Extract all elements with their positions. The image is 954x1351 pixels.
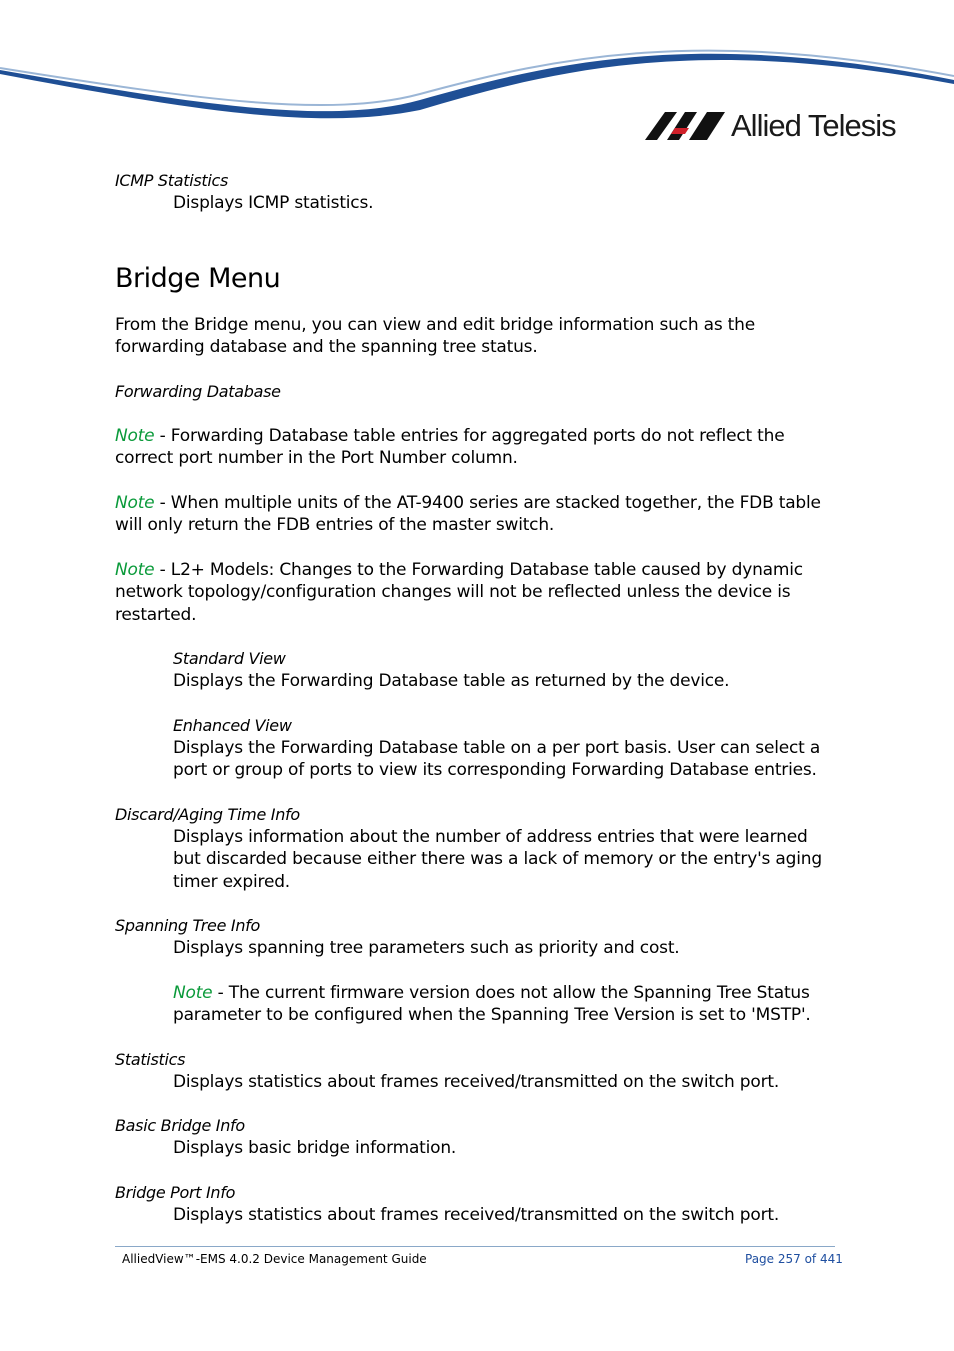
note-text: - Forwarding Database table entries for aggregated ports do not reflect the correct port number in the Port Number column. [115, 425, 785, 468]
note-text: - L2+ Models: Changes to the Forwarding Database table caused by dynamic network topology/configuration changes will not be reflected unless the device is restarted. [115, 559, 803, 625]
document-body [115, 170, 835, 1226]
note-text: - When multiple units of the AT-9400 series are stacked together, the FDB table will only return the FDB entries of the master switch. [115, 492, 821, 535]
term-basic-bridge-info: Basic Bridge Info [115, 1116, 245, 1135]
intro-paragraph: From the Bridge menu, you can view and edit bridge information such as the forwarding database and the spanning tree status. [115, 314, 755, 357]
desc-enhanced-view: Displays the Forwarding Database table on a per port basis. User can select a port or group of ports to view its corresponding Forwarding Database entries. [173, 737, 821, 780]
desc-statistics: Displays statistics about frames received/transmitted on the switch port. [173, 1071, 780, 1092]
footer-page-number: Page 257 of 441 [745, 1252, 843, 1266]
fdb-views [173, 648, 835, 782]
note-label: Note [115, 425, 155, 446]
note-label: Note [173, 982, 213, 1003]
logo-text: Allied Telesis [731, 108, 896, 143]
note-l2-models [115, 559, 835, 627]
desc-icmp-statistics: Displays ICMP statistics. [173, 193, 374, 213]
note-label: Note [115, 492, 155, 513]
desc-bridge-port-info: Displays statistics about frames received/transmitted on the switch port. [173, 1204, 780, 1225]
allied-telesis-logo [645, 108, 905, 148]
footer-guide-title: AlliedView™-EMS 4.0.2 Device Management Guide [122, 1252, 427, 1266]
note-aggregated-ports [115, 425, 835, 470]
term-discard-aging: Discard/Aging Time Info [115, 804, 300, 824]
footer-divider [115, 1246, 835, 1247]
note-mstp [173, 982, 835, 1027]
desc-discard-aging: Displays information about the number of address entries that were learned but discarded because either there was a lack of memory or the entry's aging timer expired. [173, 826, 822, 892]
term-statistics: Statistics [115, 1049, 186, 1069]
term-enhanced-view: Enhanced View [173, 715, 292, 735]
term-spanning-tree: Spanning Tree Info [115, 916, 260, 935]
term-standard-view: Standard View [173, 649, 286, 668]
desc-standard-view: Displays the Forwarding Database table as returned by the device. [173, 671, 730, 691]
term-forwarding-database: Forwarding Database [115, 381, 281, 401]
desc-basic-bridge-info: Displays basic bridge information. [173, 1138, 457, 1158]
note-label: Note [115, 559, 155, 580]
note-stacked-units [115, 492, 835, 537]
term-bridge-port-info: Bridge Port Info [115, 1182, 236, 1202]
note-text: - The current firmware version does not allow the Spanning Tree Status parameter to be configured when the Spanning Tree Version is set to 'MSTP'. [173, 982, 811, 1025]
section-heading: Bridge Menu [115, 262, 281, 294]
term-icmp-statistics: ICMP Statistics [115, 171, 229, 190]
desc-spanning-tree: Displays spanning tree parameters such as priority and cost. [173, 938, 680, 958]
logo-mark-icon [645, 108, 727, 142]
